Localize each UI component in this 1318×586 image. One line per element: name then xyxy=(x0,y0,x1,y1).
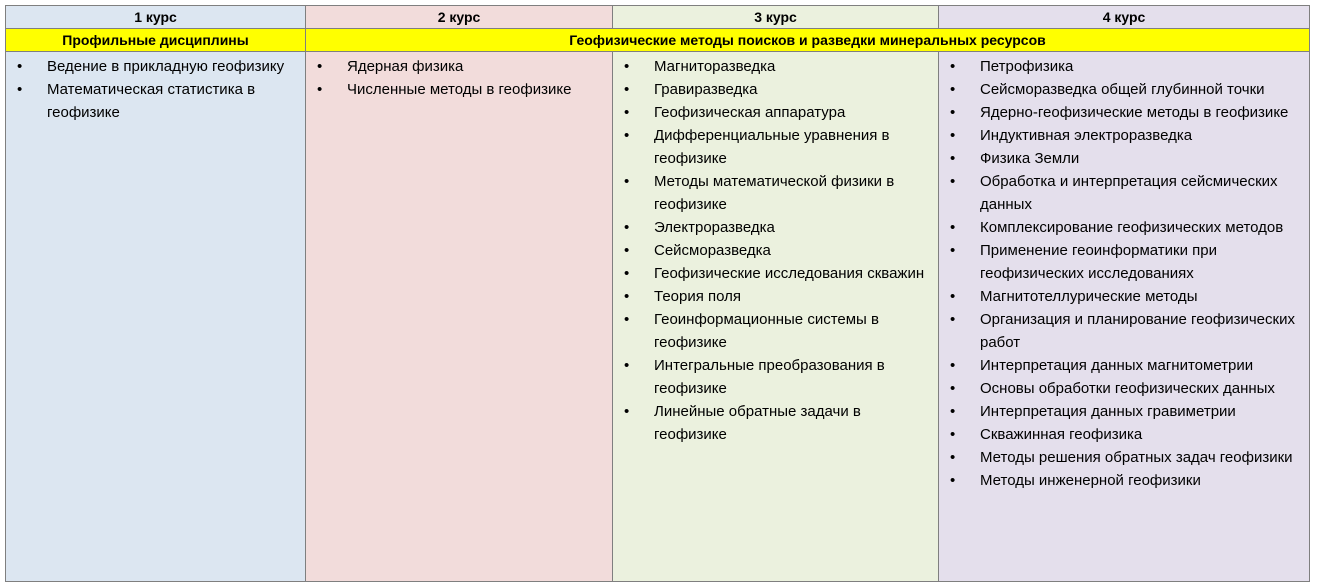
subject-item: • Основы обработки геофизических данных xyxy=(939,377,1303,400)
course-2-subject-list xyxy=(306,52,612,101)
subject-item: • Петрофизика xyxy=(939,55,1303,78)
subject-item: • Магниторазведка xyxy=(613,55,932,78)
subject-item: • Геофизические исследования скважин xyxy=(613,262,932,285)
subject-item: • Методы математической физики в геофизике xyxy=(613,170,932,216)
course-4-subject-list xyxy=(939,52,1309,492)
subject-item: • Электроразведка xyxy=(613,216,932,239)
subject-item: • Ведение в прикладную геофизику xyxy=(6,55,299,78)
subject-item: • Сейсморазведка общей глубинной точки xyxy=(939,78,1303,101)
course-3-header: 3 курс xyxy=(613,6,939,29)
subject-item: • Организация и планирование геофизических работ xyxy=(939,308,1303,354)
subject-item: • Интерпретация данных магнитометрии xyxy=(939,354,1303,377)
subject-item: • Гравиразведка xyxy=(613,78,932,101)
geophysics-methods-category: Геофизические методы поисков и разведки минеральных ресурсов xyxy=(306,29,1310,52)
subject-item: • Обработка и интерпретация сейсмических данных xyxy=(939,170,1303,216)
subject-item: • Ядерно-геофизические методы в геофизике xyxy=(939,101,1303,124)
course-1-subject-list xyxy=(6,52,305,124)
course-3-subject-list xyxy=(613,52,938,446)
subject-item: • Применение геоинформатики при геофизических исследованиях xyxy=(939,239,1303,285)
subject-item: • Дифференциальные уравнения в геофизике xyxy=(613,124,932,170)
subject-item: • Ядерная физика xyxy=(306,55,606,78)
subject-item: • Интегральные преобразования в геофизике xyxy=(613,354,932,400)
subjects-row xyxy=(6,52,1310,582)
course-header-row xyxy=(6,6,1310,29)
course-4-header: 4 курс xyxy=(939,6,1310,29)
subject-item: • Математическая статистика в геофизике xyxy=(6,78,299,124)
course-3-subjects xyxy=(613,52,939,582)
course-1-subjects xyxy=(6,52,306,582)
subject-item: • Магнитотеллурические методы xyxy=(939,285,1303,308)
subject-item: • Сейсморазведка xyxy=(613,239,932,262)
subject-item: • Теория поля xyxy=(613,285,932,308)
course-2-subjects xyxy=(306,52,613,582)
subject-item: • Методы решения обратных задач геофизики xyxy=(939,446,1303,469)
subject-item: • Физика Земли xyxy=(939,147,1303,170)
subject-item: • Геоинформационные системы в геофизике xyxy=(613,308,932,354)
curriculum-table xyxy=(5,5,1310,582)
subject-item: • Интерпретация данных гравиметрии xyxy=(939,400,1303,423)
subject-item: • Комплексирование геофизических методов xyxy=(939,216,1303,239)
subject-item: • Линейные обратные задачи в геофизике xyxy=(613,400,932,446)
subject-item: • Скважинная геофизика xyxy=(939,423,1303,446)
subject-item: • Численные методы в геофизике xyxy=(306,78,606,101)
course-4-subjects xyxy=(939,52,1310,582)
subject-item: • Методы инженерной геофизики xyxy=(939,469,1303,492)
subject-item: • Геофизическая аппаратура xyxy=(613,101,932,124)
profile-disciplines-category: Профильные дисциплины xyxy=(6,29,306,52)
category-row xyxy=(6,29,1310,52)
subject-item: • Индуктивная электроразведка xyxy=(939,124,1303,147)
course-1-header: 1 курс xyxy=(6,6,306,29)
course-2-header: 2 курс xyxy=(306,6,613,29)
